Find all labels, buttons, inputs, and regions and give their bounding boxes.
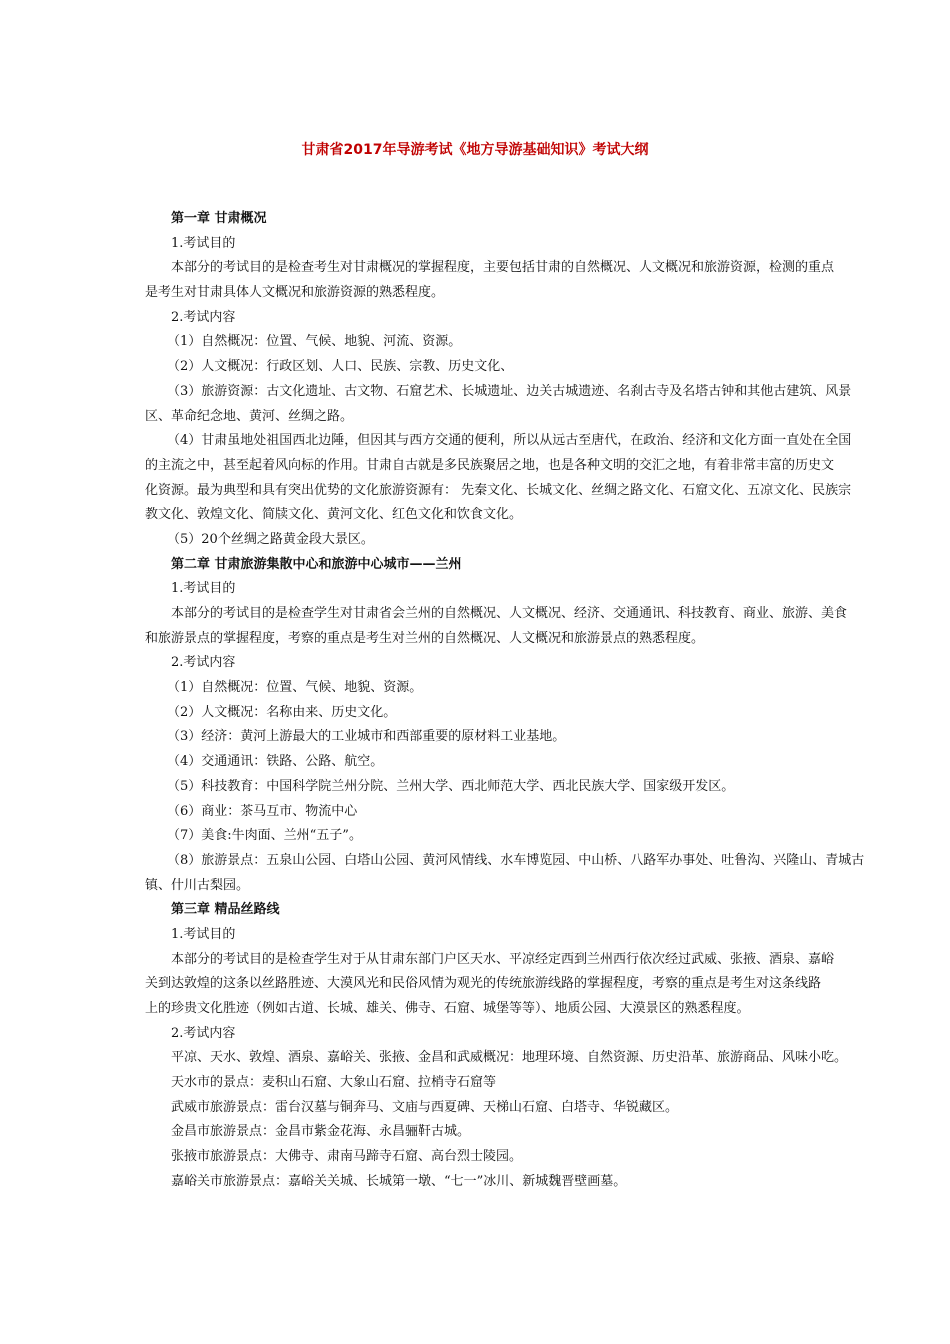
text-line: 区、革命纪念地、黄河、丝绸之路。 (145, 408, 354, 424)
document-body (145, 207, 887, 1195)
text-line: 1.考试目的 (171, 581, 236, 597)
chapter-heading: 第一章 甘肃概况 (171, 211, 267, 226)
text-line: 嘉峪关市旅游景点：嘉峪关关城、长城第一墩、“七一”冰川、新城魏晋壁画墓。 (171, 1173, 627, 1189)
text-line: 平凉、天水、敦煌、酒泉、嘉峪关、张掖、金昌和武威概况：地理环境、自然资源、历史沿革、旅游商品、风味小吃。 (171, 1050, 848, 1066)
text-line: 1.考试目的 (171, 235, 236, 251)
text-line: （5）科技教育：中国科学院兰州分院、兰州大学、西北师范大学、西北民族大学、国家级开发区。 (167, 778, 735, 794)
text-line: （8）旅游景点：五泉山公园、白塔山公园、黄河风情线、水车博览园、中山桥、八路军办事处、吐鲁沟、兴隆山、青城古 (167, 852, 865, 868)
chapter-heading: 第三章 精品丝路线 (171, 902, 280, 918)
text-line: 武威市旅游景点：雷台汉墓与铜奔马、文庙与西夏碑、天梯山石窟、白塔寺、华锐藏区。 (171, 1099, 679, 1115)
document-title: 甘肃省2017年导游考试《地方导游基础知识》考试大纲 (301, 142, 649, 158)
text-line: （1）自然概况：位置、气候、地貌、资源。 (167, 680, 423, 696)
text-line: 是考生对甘肃具体人文概况和旅游资源的熟悉程度。 (145, 285, 445, 301)
text-line: 张掖市旅游景点：大佛寺、肃南马蹄寺石窟、高台烈士陵园。 (171, 1149, 523, 1165)
text-line: 化资源。最为典型和具有突出优势的文化旅游资源有： 先秦文化、长城文化、丝绸之路文化、石窟文化、五凉文化、民族宗 (145, 482, 852, 498)
text-line: （7）美食:牛肉面、兰州“五子”。 (167, 828, 362, 844)
text-line: （4）甘肃虽地处祖国西北边陲，但因其与西方交通的便利，所以从远古至唐代，在政治、经济和文化方面一直处在全国 (167, 433, 852, 449)
text-line: 2.考试内容 (171, 1025, 236, 1041)
text-line: 和旅游景点的掌握程度，考察的重点是考生对兰州的自然概况、人文概况和旅游景点的熟悉程度。 (145, 630, 705, 646)
text-line: （3）旅游资源：古文化遗址、古文物、石窟艺术、长城遗址、边关古城遗迹、名刹古寺及名塔古钟和其他古建筑、风景 (167, 383, 852, 399)
text-line: 1.考试目的 (171, 926, 236, 942)
text-line: （4）交通通讯：铁路、公路、航空。 (167, 754, 384, 770)
text-line: 上的珍贵文化胜迹（例如古道、长城、雄关、佛寺、石窟、城堡等等）、地质公园、大漠景区的熟悉程度。 (145, 1001, 750, 1016)
text-line: 的主流之中，甚至起着风向标的作用。甘肃自古就是多民族聚居之地，也是各种文明的交汇之地，有着非常丰富的历史文 (145, 457, 835, 473)
chapter-heading: 第二章 甘肃旅游集散中心和旅游中心城市——兰州 (171, 556, 462, 572)
text-line: 天水市的景点：麦积山石窟、大象山石窟、拉梢寺石窟等 (171, 1075, 497, 1091)
text-line: 2.考试内容 (171, 655, 236, 671)
text-line: 本部分的考试目的是检查考生对甘肃概况的掌握程度，主要包括甘肃的自然概况、人文概况和旅游资源，检测的重点 (171, 260, 835, 276)
text-line: 教文化、敦煌文化、简牍文化、黄河文化、红色文化和饮食文化。 (145, 507, 523, 523)
text-line: （3）经济：黄河上游最大的工业城市和西部重要的原材料工业基地。 (167, 729, 566, 745)
text-line: （1）自然概况：位置、气候、地貌、河流、资源。 (167, 334, 462, 350)
text-line: （5）20个丝绸之路黄金段大景区。 (167, 531, 374, 547)
text-line: 本部分的考试目的是检查学生对于从甘肃东部门户区天水、平凉经定西到兰州西行依次经过武威、张掖、酒泉、嘉峪 (171, 951, 835, 967)
text-line: 本部分的考试目的是检查学生对甘肃省会兰州的自然概况、人文概况、经济、交通通讯、科技教育、商业、旅游、美食 (171, 606, 848, 621)
text-line: 2.考试内容 (171, 309, 236, 325)
text-line: （6）商业：茶马互市、物流中心 (167, 803, 358, 819)
text-line: 金昌市旅游景点：金昌市紫金花海、永昌骊靬古城。 (171, 1124, 471, 1140)
text-line: 关到达敦煌的这条以丝路胜迹、大漠风光和民俗风情为观光的传统旅游线路的掌握程度，考察的重点是考生对这条线路 (145, 976, 822, 992)
text-line: 镇、什川古梨园。 (145, 877, 250, 893)
text-line: （2）人文概况：行政区划、人口、民族、宗教、历史文化、 (167, 359, 514, 375)
text-line: （2）人文概况：名称由来、历史文化。 (167, 704, 397, 720)
